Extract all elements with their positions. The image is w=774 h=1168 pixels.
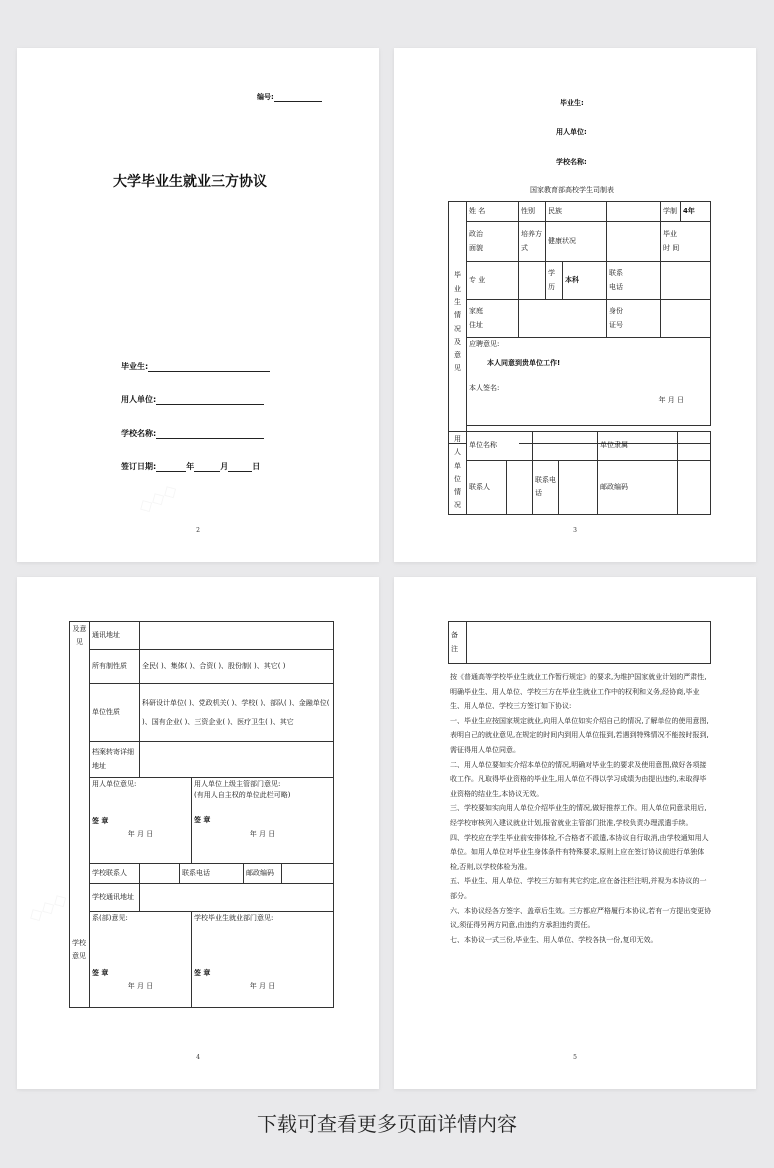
term-paragraph: 七、本协议一式三份,毕业生、用人单位、学校各执一份,复印无效。 xyxy=(450,935,658,944)
school-dept-opinion-cell: 学校毕业生就业部门意见: 签 章 年 月 日 xyxy=(192,912,334,1008)
employer-info-table xyxy=(448,431,711,515)
postcode-label: 邮政编码 xyxy=(598,460,678,514)
employer-label: 用人单位: xyxy=(556,128,587,136)
term-paragraph: 一、毕业生应按国家规定就业,向用人单位如实介绍自己的情况,了解单位的使用意图,表明自己的就业意见,在规定的时间内到用人单位报到,若遇到特殊情况不能按时报到,需征得用人单位同意。 xyxy=(450,716,709,754)
unit-affil-label: 单位隶属 xyxy=(598,432,678,461)
schooling-label: 学制 xyxy=(661,202,681,222)
school-address-label: 学校通讯地址 xyxy=(90,884,140,912)
superior-opinion-cell: 用人单位上级主管部门意见: (有用人自主权的单位此栏可略) 签 章 年 月 日 xyxy=(192,778,334,864)
employer-school-table xyxy=(69,621,334,1008)
graduate-info-table xyxy=(448,201,711,444)
page-number: 4 xyxy=(196,1054,200,1061)
ownership-label: 所有制性质 xyxy=(90,650,140,684)
graduate-label: 毕业生: xyxy=(560,99,584,107)
phone-label: 联系 电话 xyxy=(607,262,661,300)
agreement-terms xyxy=(450,670,712,947)
page-4 xyxy=(17,577,379,1089)
degree-value: 本科 xyxy=(563,262,607,300)
term-paragraph: 二、用人单位要如实介绍本单位的情况,明确对毕业生的要求及使用意图,做好各项接收工作。凡取得毕业资格的毕业生,用人单位不得以学习成绩为由提出违约,未取得毕业资格的结业生,本协议无效。 xyxy=(450,760,707,798)
remarks-label: 备注 xyxy=(449,622,467,664)
contact-phone-label: 联系电话 xyxy=(180,864,244,884)
ethnicity-label: 民族 xyxy=(546,202,607,222)
section-employer: 用人单位情况 xyxy=(449,432,467,515)
page-number: 3 xyxy=(573,527,577,534)
schooling-value: 4年 xyxy=(681,202,711,222)
opinion-cell: 应聘意见: 本人同意到贵单位工作! 本人签名: 年 月 日 xyxy=(467,338,711,426)
page-number: 5 xyxy=(573,1054,577,1061)
serial-number: 编号: xyxy=(257,92,322,102)
degree-label: 学 历 xyxy=(546,262,563,300)
page-2 xyxy=(17,48,379,562)
section-school: 学校意见 xyxy=(72,939,86,961)
remarks-table xyxy=(448,621,711,664)
section-top: 及意见 xyxy=(70,622,90,1008)
id-label: 身份 证号 xyxy=(607,300,661,338)
school-contact-label: 学校联系人 xyxy=(90,864,140,884)
dept-opinion-cell: 系(部)意见: 签 章 年 月 日 xyxy=(90,912,192,1008)
health-label: 健康状况 xyxy=(546,222,607,262)
training-label: 培养方 式 xyxy=(519,222,546,262)
term-paragraph: 五、毕业生、用人单位、学校三方如有其它约定,应在备注栏注明,并视为本协议的一部分。 xyxy=(450,877,707,900)
grad-time-label: 毕业 时 间 xyxy=(661,222,711,262)
major-label: 专 业 xyxy=(467,262,519,300)
term-paragraph: 三、学校要如实向用人单位介绍毕业生的情况,做好推荐工作。用人单位同意录用后,经学校审核列入建议就业计划,报省就业主管部门批准,学校负责办理派遣手续。 xyxy=(450,804,707,827)
table-maker: 国家教育部高校学生司制表 xyxy=(530,186,614,194)
section-graduate: 毕业生情况及意见 xyxy=(449,202,467,444)
ownership-options: 全民( )、集体( )、合资( )、股份制( )、其它( ) xyxy=(140,650,334,684)
address-label: 通讯地址 xyxy=(90,622,140,650)
employer-opinion-cell: 用人单位意见: 签 章 年 月 日 xyxy=(90,778,192,864)
name-label: 姓 名 xyxy=(467,202,519,222)
school-label: 学校名称: xyxy=(556,158,587,166)
term-paragraph: 四、学校应在学生毕业前安排体检,不合格者不派遣,本协议自行取消,由学校通知用人单位。如用人单位对毕业生身体条件有特殊要求,原则上应在签订协议前进行单独体检,否则,以学校体检为准。 xyxy=(450,833,709,871)
document-title: 大学毕业生就业三方协议 xyxy=(113,174,267,190)
page-5 xyxy=(394,577,756,1089)
sign-date-field: 签订日期: 年 月 日 xyxy=(121,462,261,471)
archive-address-label: 档案转寄详细 地址 xyxy=(90,742,140,778)
school-field: 学校名称: xyxy=(121,428,264,439)
postcode-label: 邮政编码 xyxy=(244,864,282,884)
gender-label: 性别 xyxy=(519,202,546,222)
political-label: 政治 面貌 xyxy=(467,222,519,262)
home-address-label: 家庭 住址 xyxy=(467,300,519,338)
unit-nature-options: 科研设计单位( )、党政机关( )、学校( )、部队( )、金融单位( )、国有企业( )、三资企业( )、医疗卫生( )、其它 xyxy=(140,684,334,742)
download-hint: 下载可查看更多页面详情内容 xyxy=(257,1112,517,1136)
contact-phone-label: 联系电 话 xyxy=(533,460,559,514)
term-paragraph: 按《普通高等学校毕业生就业工作暂行规定》的要求,为维护国家就业计划的严肃性,明确毕业生、用人单位、学校三方在毕业生就业工作中的权利和义务,经协商,毕业生、用人单位、学校三方签订如下协议: xyxy=(450,673,707,711)
page-3 xyxy=(394,48,756,562)
contact-label: 联系人 xyxy=(467,460,507,514)
term-paragraph: 六、本协议经各方签字、盖章后生效。三方都应严格履行本协议,若有一方提出变更协议,须征得另两方同意,由违约方承担违约责任。 xyxy=(450,906,712,930)
employer-field: 用人单位: xyxy=(121,394,264,405)
page-number: 2 xyxy=(196,527,200,534)
unit-name-label: 单位名称 xyxy=(467,432,533,461)
unit-nature-label: 单位性质 xyxy=(90,684,140,742)
graduate-field: 毕业生: xyxy=(121,361,270,372)
